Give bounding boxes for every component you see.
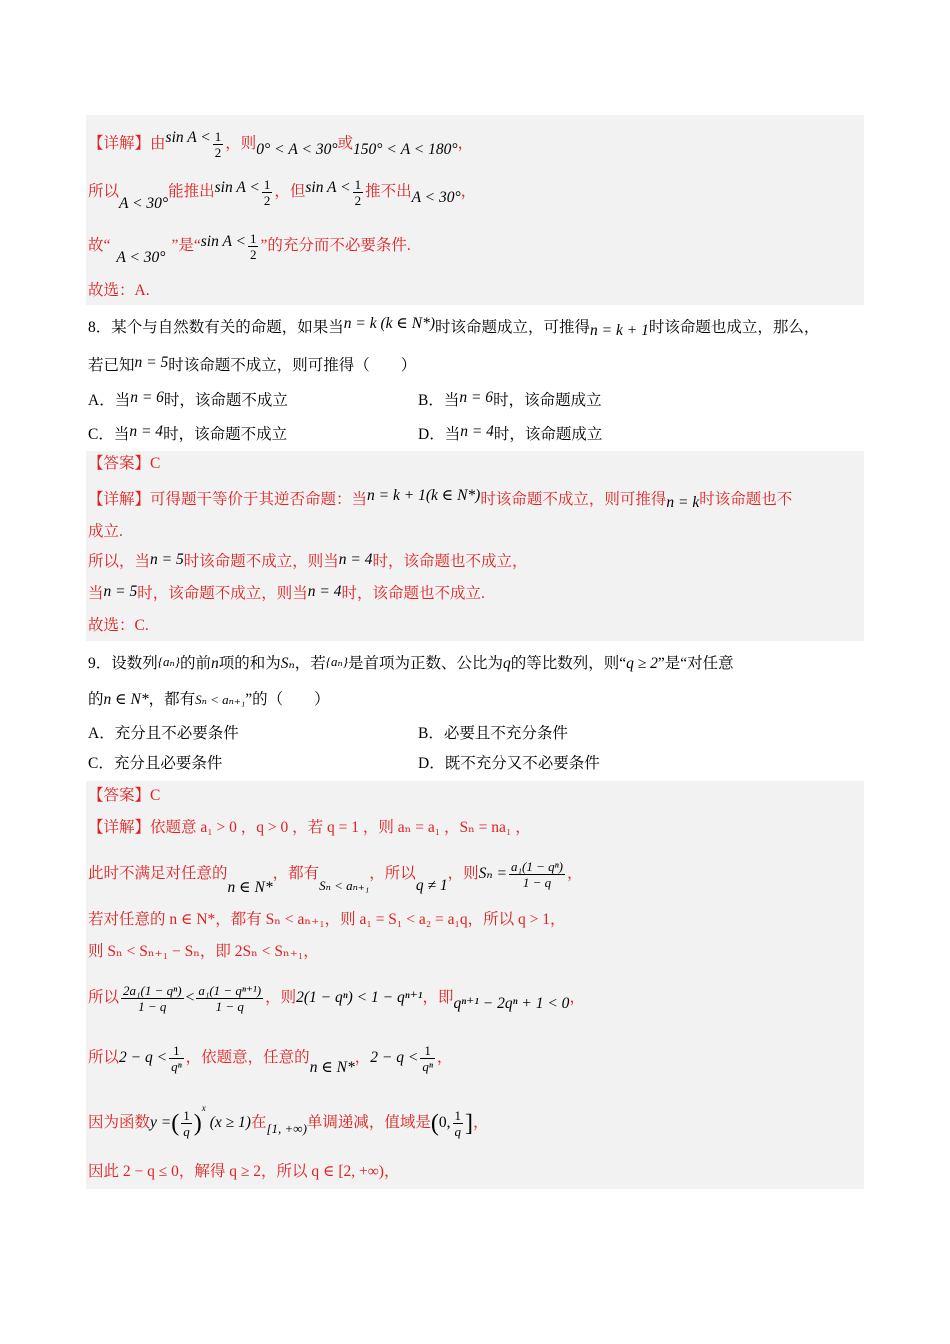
q9-option-b[interactable]: B．必要且不充分条件 [418,725,568,742]
math-expr: 2 − q < [119,1049,168,1067]
q9-option-a[interactable]: A．充分且不必要条件 [88,725,239,742]
fraction-numerator: a₁(1 − qⁿ) [510,859,564,874]
text: ，则 [225,135,257,153]
option-label: C．当 [88,426,130,443]
math-expr: n = 6 [459,389,494,406]
text: 若已知 [88,357,135,374]
text: 9．设数列 [88,655,158,672]
text: 因为函数 [88,1114,151,1132]
math-expr: n = k (k ∈ N*) [343,315,435,332]
text: ”是“对任意 [657,655,734,672]
q9-detail-line-2 [88,847,864,905]
text: 当 [88,585,104,602]
text: ， [354,1049,371,1067]
text: 所以，当 [88,553,151,570]
text: 8．某个与自然数有关的命题，如果当 [88,319,344,336]
q9-answer-box [86,781,864,1189]
q8-option-d[interactable] [418,424,602,446]
fraction [453,1108,464,1139]
math-expr: Sₙ [280,655,295,672]
fraction-denominator: 2 [249,247,257,262]
math-expr: n ∈ N* [103,691,149,708]
fraction-denominator: 2 [214,145,222,160]
q9-detail-line-5 [88,971,864,1029]
fraction-half [213,129,224,160]
text: ”的（ ） [245,691,330,708]
text: 时该命题也成立，那么， [648,319,820,336]
answer-text: 【答案】C [88,455,161,472]
math-expr: q [502,655,511,672]
math-expr: sin A < [305,179,351,197]
q7-detail-box [86,115,864,305]
q9-answer [88,781,864,811]
text: 所以 [88,1049,120,1067]
text: 时该命题不成立，则可推得 [480,491,667,508]
text: ， [569,989,585,1007]
q7-detail-line-3 [88,221,864,277]
text: 时该命题不成立，则可推得（ ） [168,357,417,374]
math-expr: 150° < A < 180° [353,141,458,159]
text: 或 [337,135,354,153]
math-expr: sin A < [165,129,211,147]
text: 若对任意的 n ∈ N*，都有 Sₙ < aₙ₊₁，则 a₁ = S₁ < a₂ = a₁q，所以 q > 1， [88,911,566,928]
q8-answer-box [86,451,864,641]
fraction-denominator: 1 − q [522,875,552,890]
math-expr: n = 4 [307,583,342,600]
option-text: 时，该命题不成立 [163,426,288,443]
q9-options-row-2 [88,749,864,781]
fraction-numerator: 2a₁(1 − qⁿ) [123,983,182,998]
text: ， [436,1049,453,1067]
fraction-numerator: 1 [183,1108,190,1124]
choose-text: 故选：C. [88,617,149,634]
text: ”的充分而不必要条件. [260,237,411,255]
fraction [196,983,263,1014]
math-expr: n = 4 [129,423,164,440]
text: 时，该命题也不成立. [341,585,485,602]
math-expr: 2 − q < [370,1049,419,1067]
text: 的 [88,691,104,708]
text: 所以 [88,183,120,201]
text: 是首项为正数、公比为 [347,655,503,672]
math-expr: n = 6 [130,389,164,406]
text: 时，该命题也不成立， [372,553,528,570]
text: 时该命题也不 [699,491,793,508]
fraction-denominator: 2 [354,193,362,208]
text: ，即 [422,989,454,1007]
text: ，所以 [369,865,416,883]
q8-detail-line-3 [88,547,864,579]
q9-stem-line-2 [88,681,864,717]
math-expr: n = 4 [338,551,373,568]
math-expr: n = 5 [134,354,169,371]
q8-stem-line-1 [88,305,864,347]
math-expr: q ≠ 1 [415,877,448,895]
text: 由 [150,135,166,153]
option-label: D．当 [418,426,461,443]
math-expr: A < 30° [119,195,169,213]
paren-open: ( [430,1110,439,1137]
text: 推不出 [365,183,412,201]
q7-choose-line [88,277,864,305]
math-expr: A < 30° [411,189,461,207]
math-expr: n = k [666,494,700,511]
math-expr: 0, [438,1114,451,1132]
text: 因此 2 − q ≤ 0，解得 q ≥ 2，所以 q ∈ [2, +∞)， [88,1163,400,1180]
text: 时，该命题不成立，则当 [137,585,308,602]
fraction-numerator: 1 [420,1043,435,1059]
fraction-half [248,231,259,262]
text: ，都有 [148,691,196,708]
math-expr: sin A < [200,233,246,251]
q9-detail-line-1 [88,811,864,847]
paren-close: ) [193,1110,202,1137]
q8-detail-line-1 [88,479,864,517]
math-expr: [1, +∞) [266,1121,307,1137]
math-expr: n = 5 [103,583,138,600]
option-label: B．当 [418,392,460,409]
math-expr: 0° < A < 30° [256,141,338,159]
page [88,115,864,1189]
q8-stem-line-2 [88,347,864,383]
option-text: 时，该命题成立 [493,426,603,443]
q9-option-d[interactable]: D．既不充分又不必要条件 [418,755,600,772]
bracket-close: ] [465,1110,474,1137]
fraction-denominator: qⁿ [171,1059,182,1074]
fraction-denominator: 1 − q [138,999,167,1014]
q9-detail-line-6 [88,1029,864,1089]
text: 能推出 [168,183,215,201]
fraction-numerator: a₁(1 − qⁿ⁺¹) [198,983,262,998]
q9-detail-line-7 [88,1089,864,1155]
fraction [121,983,184,1014]
answer-text: 【答案】C [88,787,161,804]
fraction-numerator: 1 [354,177,362,192]
text: ，则 [447,865,479,883]
text: ， [473,1114,489,1132]
paren-open: ( [171,1110,180,1137]
fraction-denominator: q [183,1124,190,1140]
q9-detail-line-8 [88,1155,864,1189]
text: ，则 [265,989,297,1007]
fraction-half [262,177,273,208]
text: 项的和为 [218,655,281,672]
q8-option-c[interactable] [88,424,287,446]
math-expr: n ∈ N* [309,1059,355,1077]
q8-detail-line-4 [88,579,864,611]
q8-option-b[interactable] [418,390,602,412]
math-expr: Sₙ < aₙ₊₁ [195,692,246,707]
q9-stem-line-1 [88,641,864,681]
math-expr: (x ≥ 1) [209,1114,251,1132]
q8-option-a[interactable] [88,390,288,412]
q8-options-row-2 [88,417,864,451]
math-expr: {aₙ} [325,654,348,669]
math-expr: n = k + 1(k ∈ N*) [367,487,481,504]
q7-detail-line-1 [88,115,864,165]
text: ，若 [294,655,326,672]
math-expr: n = 5 [150,551,184,568]
math-expr: sin A < [214,179,260,197]
text: 故“ [88,237,111,255]
text: 时该命题不成立，则当 [183,553,339,570]
text: 时该命题成立，可推得 [435,319,591,336]
text: ， [460,183,477,201]
text: 此时不满足对任意的 [88,865,228,883]
math-operator: < [185,989,195,1007]
math-expr: n = k + 1 [590,322,649,339]
option-label: A．当 [88,392,131,409]
math-expr: 2(1 − qⁿ) < 1 − qⁿ⁺¹ [296,989,423,1007]
math-expr: n = 4 [460,423,494,440]
fraction-numerator: 1 [249,231,257,246]
fraction [181,1108,192,1139]
choose-text: 故选：A. [88,282,150,299]
q7-detail-line-2 [88,165,864,221]
q9-options-row-1 [88,717,864,749]
fraction [509,859,565,890]
fraction-numerator: 1 [214,129,222,144]
math-expr: Sₙ = [478,865,507,883]
text: 则 Sₙ < Sₙ₊₁ − Sₙ，即 2Sₙ < Sₙ₊₁， [88,943,319,960]
fraction-denominator: 2 [263,193,271,208]
text: 的等比数列，则“ [510,655,627,672]
q8-options-row-1 [88,383,864,417]
q9-option-c[interactable]: C．充分且必要条件 [88,755,223,772]
q9-detail-line-4 [88,937,864,971]
q8-answer [88,451,864,479]
text: ， [457,135,474,153]
math-expr: q ≥ 2 [626,655,658,672]
math-expr: y = [150,1114,172,1132]
fraction-denominator: q [454,1124,462,1140]
text: 单调递减，值域是 [306,1114,431,1132]
math-expr: qⁿ⁺¹ − 2qⁿ + 1 < 0 [453,995,570,1013]
fraction [420,1043,435,1074]
fraction-numerator: 1 [454,1108,462,1124]
q8-choose-line [88,611,864,641]
text: 的前 [179,655,211,672]
text: 在 [250,1114,267,1132]
fraction-half [353,177,364,208]
math-exponent: x [201,1103,206,1113]
fraction-denominator: 1 − q [215,999,244,1014]
q8-detail-line-2 [88,517,864,547]
fraction-numerator: 1 [263,177,271,192]
math-expr: {aₙ} [157,654,180,669]
detail-tag: 【详解】 [88,135,151,153]
fraction-numerator: 1 [169,1043,184,1059]
fraction [169,1043,184,1074]
text: 【详解】依题意 a₁ > 0 ，q > 0 ，若 q = 1 ，则 aₙ = a₁ ，Sₙ = na₁ ， [88,819,531,836]
math-expr: Sₙ < aₙ₊₁ [319,878,370,894]
text: 所以 [88,989,120,1007]
text: ，依题意，任意的 [185,1049,310,1067]
text: 成立. [88,523,123,540]
math-expr: n [210,655,219,672]
math-expr: n ∈ N* [227,879,273,897]
math-expr: A < 30° [116,249,166,267]
text: ，都有 [272,865,320,883]
option-text: 时，该命题成立 [493,392,602,409]
text: 【详解】可得题干等价于其逆否命题：当 [88,491,368,508]
text: ”是“ [171,237,201,255]
fraction-denominator: qⁿ [422,1059,433,1074]
text: ，但 [274,183,306,201]
option-text: 时，该命题不成立 [163,392,288,409]
q9-detail-line-3 [88,905,864,937]
text: ， [567,865,583,883]
